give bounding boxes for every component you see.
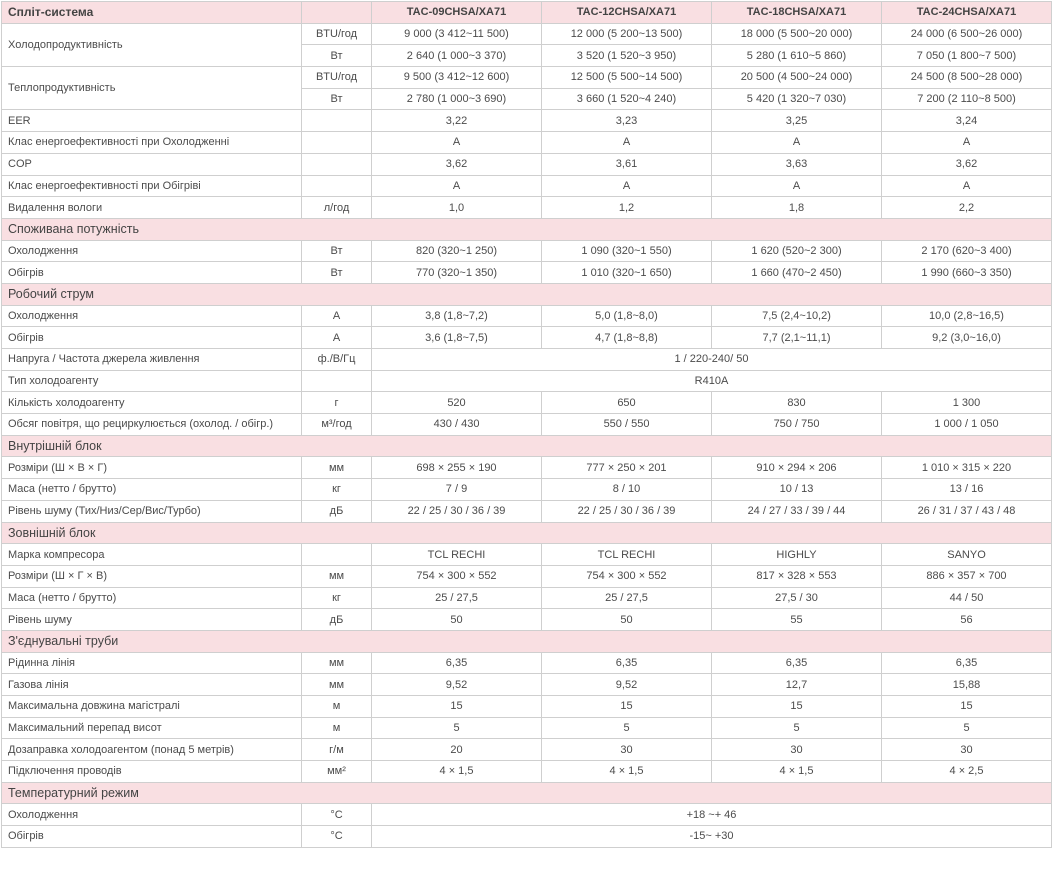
unit-cell: м³/год (302, 414, 372, 436)
param-label: Клас енергоефективності при Обігріві (2, 175, 302, 197)
param-label: Холодопродуктивність (2, 23, 302, 66)
table-row (2, 761, 1052, 783)
value-cell: 15 (882, 696, 1052, 718)
table-row (2, 153, 1052, 175)
value-cell: 44 / 50 (882, 587, 1052, 609)
value-cell: 886 × 357 × 700 (882, 565, 1052, 587)
value-cell: 5 (372, 717, 542, 739)
value-cell: 4,7 (1,8~8,8) (542, 327, 712, 349)
param-label: Розміри (Ш × В × Г) (2, 457, 302, 479)
table-row (2, 23, 1052, 45)
unit-cell (302, 110, 372, 132)
param-label: Газова лінія (2, 674, 302, 696)
value-cell: 5 420 (1 320~7 030) (712, 88, 882, 110)
value-cell: 1 300 (882, 392, 1052, 414)
value-cell: 3,63 (712, 153, 882, 175)
value-cell: 4 × 1,5 (542, 761, 712, 783)
value-cell: 1 660 (470~2 450) (712, 262, 882, 284)
value-cell: 910 × 294 × 206 (712, 457, 882, 479)
param-label: Напруга / Частота джерела живлення (2, 349, 302, 371)
unit-cell (302, 132, 372, 154)
value-cell: 7,7 (2,1~11,1) (712, 327, 882, 349)
value-cell: 6,35 (882, 652, 1052, 674)
param-label: Тип холодоагенту (2, 370, 302, 392)
value-cell: 30 (542, 739, 712, 761)
value-cell: 3,25 (712, 110, 882, 132)
value-cell: TCL RECHI (542, 544, 712, 566)
param-label: Охолодження (2, 240, 302, 262)
table-row (2, 696, 1052, 718)
param-label: Рівень шуму (2, 609, 302, 631)
spec-table (1, 1, 1052, 848)
value-cell: 5 (542, 717, 712, 739)
value-cell: 3,62 (372, 153, 542, 175)
value-cell: 5 (712, 717, 882, 739)
value-cell: 26 / 31 / 37 / 43 / 48 (882, 500, 1052, 522)
value-cell: 820 (320~1 250) (372, 240, 542, 262)
param-label: Охолодження (2, 804, 302, 826)
section-title: Робочий струм (2, 283, 1052, 305)
unit-cell (302, 544, 372, 566)
value-cell: 6,35 (372, 652, 542, 674)
value-cell: 3,61 (542, 153, 712, 175)
value-cell: 550 / 550 (542, 414, 712, 436)
table-row (2, 262, 1052, 284)
value-cell: 25 / 27,5 (372, 587, 542, 609)
section-header (2, 522, 1052, 544)
value-cell: 20 500 (4 500~24 000) (712, 67, 882, 89)
section-header (2, 218, 1052, 240)
value-cell: 24 000 (6 500~26 000) (882, 23, 1052, 45)
table-row (2, 110, 1052, 132)
param-label: Обігрів (2, 826, 302, 848)
value-cell: 9,52 (542, 674, 712, 696)
value-cell: 9,52 (372, 674, 542, 696)
value-cell: 10 / 13 (712, 479, 882, 501)
value-cell: A (882, 175, 1052, 197)
table-row (2, 500, 1052, 522)
table-row (2, 826, 1052, 848)
param-label: EER (2, 110, 302, 132)
table-row (2, 457, 1052, 479)
value-cell: 1,0 (372, 197, 542, 219)
value-cell: 15,88 (882, 674, 1052, 696)
value-cell: 1 000 / 1 050 (882, 414, 1052, 436)
param-label: Маса (нетто / брутто) (2, 479, 302, 501)
value-cell: 830 (712, 392, 882, 414)
table-row (2, 544, 1052, 566)
value-cell: 50 (542, 609, 712, 631)
table-row (2, 414, 1052, 436)
shared-value-cell: 1 / 220-240/ 50 (372, 349, 1052, 371)
value-cell: 24 500 (8 500~28 000) (882, 67, 1052, 89)
value-cell: 7,5 (2,4~10,2) (712, 305, 882, 327)
param-label: Марка компресора (2, 544, 302, 566)
param-label: Видалення вологи (2, 197, 302, 219)
unit-cell: °C (302, 804, 372, 826)
param-label: Клас енергоефективності при Охолодженні (2, 132, 302, 154)
table-row (2, 717, 1052, 739)
unit-cell: ф./В/Гц (302, 349, 372, 371)
value-cell: 5,0 (1,8~8,0) (542, 305, 712, 327)
value-cell: 7 / 9 (372, 479, 542, 501)
value-cell: TCL RECHI (372, 544, 542, 566)
unit-cell: Вт (302, 88, 372, 110)
value-cell: 12 000 (5 200~13 500) (542, 23, 712, 45)
section-title: Температурний режим (2, 782, 1052, 804)
unit-cell: кг (302, 587, 372, 609)
value-cell: 3,23 (542, 110, 712, 132)
value-cell: 3 520 (1 520~3 950) (542, 45, 712, 67)
unit-cell: мм (302, 457, 372, 479)
value-cell: 27,5 / 30 (712, 587, 882, 609)
table-row (2, 392, 1052, 414)
table-row (2, 327, 1052, 349)
unit-cell: м (302, 696, 372, 718)
value-cell: 9,2 (3,0~16,0) (882, 327, 1052, 349)
value-cell: 1 090 (320~1 550) (542, 240, 712, 262)
table-row (2, 349, 1052, 371)
value-cell: 1 010 (320~1 650) (542, 262, 712, 284)
value-cell: 10,0 (2,8~16,5) (882, 305, 1052, 327)
value-cell: 24 / 27 / 33 / 39 / 44 (712, 500, 882, 522)
table-row (2, 132, 1052, 154)
value-cell: 5 280 (1 610~5 860) (712, 45, 882, 67)
unit-cell: BTU/год (302, 23, 372, 45)
table-corner-title: Спліт-система (2, 2, 302, 24)
value-cell: 9 500 (3 412~12 600) (372, 67, 542, 89)
value-cell: 520 (372, 392, 542, 414)
section-title: Споживана потужність (2, 218, 1052, 240)
value-cell: 9 000 (3 412~11 500) (372, 23, 542, 45)
unit-cell: дБ (302, 500, 372, 522)
param-label: Максимальна довжина магістралі (2, 696, 302, 718)
table-row (2, 587, 1052, 609)
table-row (2, 652, 1052, 674)
value-cell: 430 / 430 (372, 414, 542, 436)
value-cell: 777 × 250 × 201 (542, 457, 712, 479)
value-cell: 2 170 (620~3 400) (882, 240, 1052, 262)
value-cell: 8 / 10 (542, 479, 712, 501)
value-cell: 20 (372, 739, 542, 761)
value-cell: 30 (882, 739, 1052, 761)
value-cell: 7 200 (2 110~8 500) (882, 88, 1052, 110)
table-row (2, 804, 1052, 826)
spec-table-body (2, 23, 1052, 847)
value-cell: 55 (712, 609, 882, 631)
param-label: Маса (нетто / брутто) (2, 587, 302, 609)
shared-value-cell: R410A (372, 370, 1052, 392)
value-cell: A (372, 175, 542, 197)
value-cell: 4 × 1,5 (372, 761, 542, 783)
value-cell: 754 × 300 × 552 (542, 565, 712, 587)
section-title: Внутрішній блок (2, 435, 1052, 457)
table-row (2, 305, 1052, 327)
value-cell: 7 050 (1 800~7 500) (882, 45, 1052, 67)
value-cell: HIGHLY (712, 544, 882, 566)
model-header: TAC-24CHSA/XA71 (882, 2, 1052, 24)
value-cell: 15 (372, 696, 542, 718)
value-cell: 56 (882, 609, 1052, 631)
unit-cell: BTU/год (302, 67, 372, 89)
value-cell: A (542, 132, 712, 154)
value-cell: 6,35 (542, 652, 712, 674)
value-cell: 4 × 1,5 (712, 761, 882, 783)
unit-cell: м (302, 717, 372, 739)
param-label: Обсяг повітря, що рециркулюється (охолод. / обігр.) (2, 414, 302, 436)
unit-cell: °C (302, 826, 372, 848)
value-cell: 3,6 (1,8~7,5) (372, 327, 542, 349)
unit-cell: л/год (302, 197, 372, 219)
param-label: Обігрів (2, 262, 302, 284)
table-row (2, 197, 1052, 219)
param-label: Кількість холодоагенту (2, 392, 302, 414)
section-title: З'єднувальні труби (2, 630, 1052, 652)
param-label: Теплопродуктивність (2, 67, 302, 110)
value-cell: 2 640 (1 000~3 370) (372, 45, 542, 67)
value-cell: 1 010 × 315 × 220 (882, 457, 1052, 479)
model-header: TAC-09CHSA/XA71 (372, 2, 542, 24)
unit-cell (302, 370, 372, 392)
model-header: TAC-18CHSA/XA71 (712, 2, 882, 24)
unit-cell: мм (302, 674, 372, 696)
value-cell: 650 (542, 392, 712, 414)
value-cell: 50 (372, 609, 542, 631)
table-row (2, 240, 1052, 262)
unit-cell: A (302, 327, 372, 349)
table-row (2, 674, 1052, 696)
table-row (2, 370, 1052, 392)
table-row (2, 67, 1052, 89)
value-cell: 1,2 (542, 197, 712, 219)
unit-cell (302, 153, 372, 175)
value-cell: SANYO (882, 544, 1052, 566)
table-row (2, 175, 1052, 197)
unit-cell: мм² (302, 761, 372, 783)
shared-value-cell: +18 ~+ 46 (372, 804, 1052, 826)
unit-cell: Вт (302, 262, 372, 284)
unit-cell: Вт (302, 45, 372, 67)
param-label: COP (2, 153, 302, 175)
param-label: Охолодження (2, 305, 302, 327)
section-header (2, 630, 1052, 652)
value-cell: 3,24 (882, 110, 1052, 132)
value-cell: 3 660 (1 520~4 240) (542, 88, 712, 110)
param-label: Розміри (Ш × Г × В) (2, 565, 302, 587)
value-cell: A (712, 175, 882, 197)
unit-cell: мм (302, 652, 372, 674)
value-cell: 2,2 (882, 197, 1052, 219)
value-cell: 13 / 16 (882, 479, 1052, 501)
shared-value-cell: -15~ +30 (372, 826, 1052, 848)
value-cell: 25 / 27,5 (542, 587, 712, 609)
value-cell: 4 × 2,5 (882, 761, 1052, 783)
value-cell: 12 500 (5 500~14 500) (542, 67, 712, 89)
unit-cell: кг (302, 479, 372, 501)
value-cell: 770 (320~1 350) (372, 262, 542, 284)
param-label: Підключення проводів (2, 761, 302, 783)
value-cell: 22 / 25 / 30 / 36 / 39 (372, 500, 542, 522)
param-label: Обігрів (2, 327, 302, 349)
value-cell: 698 × 255 × 190 (372, 457, 542, 479)
value-cell: 15 (542, 696, 712, 718)
section-title: Зовнішній блок (2, 522, 1052, 544)
value-cell: 15 (712, 696, 882, 718)
value-cell: 30 (712, 739, 882, 761)
param-label: Рідинна лінія (2, 652, 302, 674)
unit-cell: мм (302, 565, 372, 587)
value-cell: 750 / 750 (712, 414, 882, 436)
value-cell: 12,7 (712, 674, 882, 696)
value-cell: A (882, 132, 1052, 154)
value-cell: 1 990 (660~3 350) (882, 262, 1052, 284)
unit-cell (302, 175, 372, 197)
table-row (2, 479, 1052, 501)
value-cell: 22 / 25 / 30 / 36 / 39 (542, 500, 712, 522)
model-header: TAC-12CHSA/XA71 (542, 2, 712, 24)
section-header (2, 782, 1052, 804)
value-cell: A (542, 175, 712, 197)
header-row (2, 2, 1052, 24)
value-cell: 18 000 (5 500~20 000) (712, 23, 882, 45)
section-header (2, 435, 1052, 457)
value-cell: 754 × 300 × 552 (372, 565, 542, 587)
table-row (2, 739, 1052, 761)
param-label: Рівень шуму (Тих/Низ/Сер/Вис/Турбо) (2, 500, 302, 522)
value-cell: A (372, 132, 542, 154)
value-cell: 817 × 328 × 553 (712, 565, 882, 587)
value-cell: 1 620 (520~2 300) (712, 240, 882, 262)
value-cell: 6,35 (712, 652, 882, 674)
section-header (2, 283, 1052, 305)
table-row (2, 565, 1052, 587)
value-cell: 5 (882, 717, 1052, 739)
param-label: Максимальний перепад висот (2, 717, 302, 739)
unit-cell: Вт (302, 240, 372, 262)
value-cell: 3,62 (882, 153, 1052, 175)
unit-cell: г/м (302, 739, 372, 761)
unit-header (302, 2, 372, 24)
unit-cell: дБ (302, 609, 372, 631)
unit-cell: г (302, 392, 372, 414)
value-cell: 3,22 (372, 110, 542, 132)
unit-cell: A (302, 305, 372, 327)
value-cell: A (712, 132, 882, 154)
value-cell: 2 780 (1 000~3 690) (372, 88, 542, 110)
table-row (2, 609, 1052, 631)
value-cell: 1,8 (712, 197, 882, 219)
value-cell: 3,8 (1,8~7,2) (372, 305, 542, 327)
param-label: Дозаправка холодоагентом (понад 5 метрів) (2, 739, 302, 761)
